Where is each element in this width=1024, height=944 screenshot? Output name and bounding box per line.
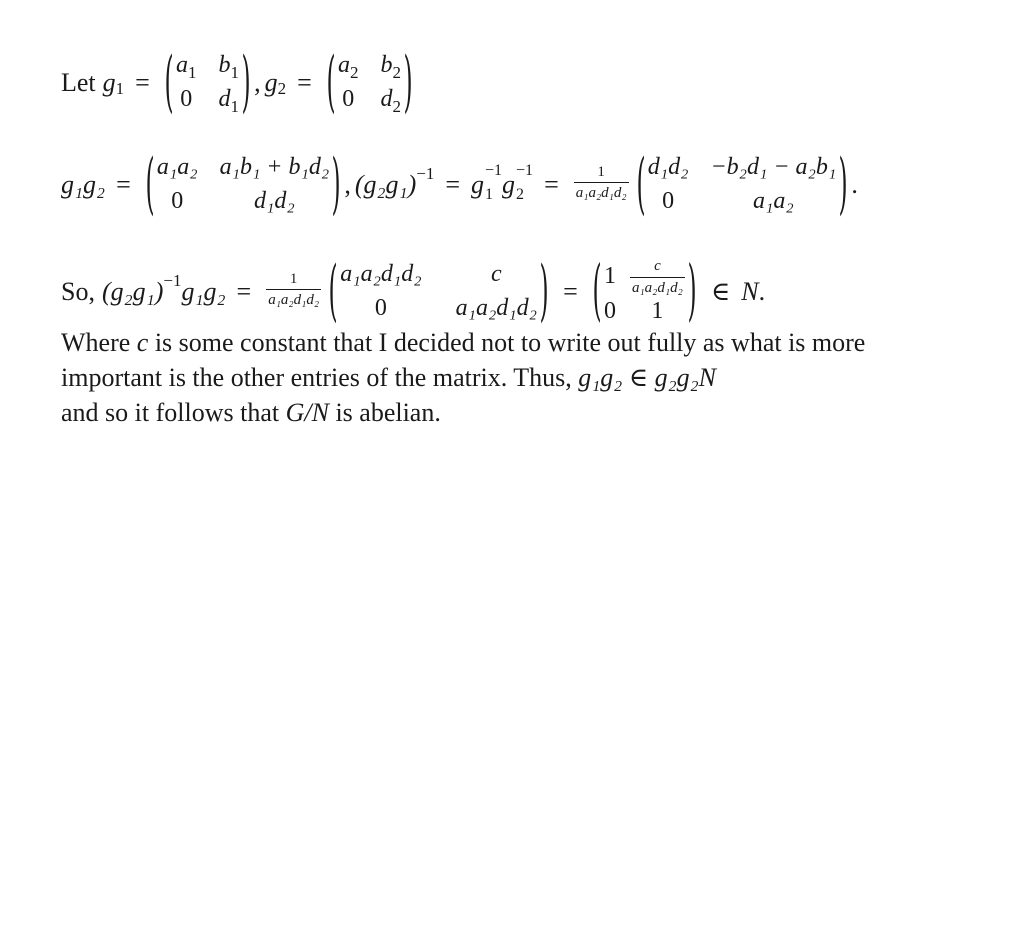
matrix-cell: 0: [342, 85, 355, 112]
matrix-g2: ( $a_2$ $b_2$ 0 $d_2$ ): [326, 44, 413, 121]
inverse-matrix: ( d₁d₂ −b₂d₁ − a₂b₁ 0 a₁a₂ ): [636, 146, 848, 223]
comma: ,: [344, 169, 351, 199]
paragraph-text: is some constant that I decided not to write out fully as what is more important is the other entries of the matrix. Thus,: [61, 328, 866, 392]
matrix-cell: 0: [603, 298, 616, 324]
product-expression: g₁g₂: [578, 363, 623, 392]
period: .: [758, 276, 766, 306]
matrix-cell: a₁b₁ + b₁d₂: [219, 154, 330, 180]
matrix-cell: a₁a₂d₁d₂: [340, 261, 422, 288]
g1-symbol: g: [102, 67, 116, 97]
commutator-exponent: −1: [163, 271, 182, 291]
coset-expression: g₂g₂N: [654, 363, 716, 392]
matrix-cell: $d_2$: [380, 85, 401, 116]
definition-line: [61, 44, 416, 121]
constant-c: c: [136, 328, 149, 357]
matrix-cell: d₁d₂: [254, 187, 295, 214]
matrix-cell: 0: [180, 85, 193, 112]
element-of-sign: ∈: [628, 363, 649, 392]
matrix-cell: d₁d₂: [647, 154, 689, 180]
inverse-exponent: −1: [416, 164, 435, 184]
matrix-cell: $a_2$: [337, 52, 359, 82]
element-of-sign: ∈: [710, 276, 731, 306]
scalar-fraction: $\frac{1}{\text{a₁a₂d₁d₂}}$: [575, 163, 627, 202]
period: .: [851, 169, 858, 199]
matrix-cell: c: [490, 261, 502, 288]
matrix-cell: 0: [171, 187, 184, 214]
g2-inverse: g: [502, 169, 516, 199]
equals-sign: =: [297, 67, 312, 97]
matrix-cell: a₁a₂d₁d₂: [455, 294, 537, 321]
where-word: Where: [61, 328, 131, 357]
product-lhs: g₁g₂: [61, 169, 106, 199]
inverse-lhs: (g₂g₁): [354, 169, 417, 199]
matrix-cell: $b_1$: [218, 52, 239, 82]
matrix-g1: ( $a_1$ $b_1$ 0 $d_1$ ): [164, 44, 251, 121]
commutator-tail: g₁g₂: [181, 276, 226, 306]
matrix-cell: $\frac{c}{\text{a₁a₂d₁d₂}}$: [631, 258, 683, 296]
let-word: Let: [61, 67, 96, 97]
matrix-cell: 1: [651, 298, 664, 324]
paragraph-text: is abelian.: [335, 398, 441, 427]
matrix-cell: 0: [662, 187, 675, 214]
matrix-cell: $b_2$: [380, 52, 401, 82]
commutator-lhs: (g₂g₁): [101, 276, 164, 306]
comma: ,: [254, 67, 261, 97]
quotient-group: G/N: [285, 398, 329, 427]
product-matrix: ( a₁a₂ a₁b₁ + b₁d₂ 0 d₁d₂ ): [145, 146, 341, 223]
conclusion-paragraph: [61, 325, 941, 430]
g1-inverse: g: [471, 169, 484, 199]
g2-symbol: g: [264, 67, 278, 97]
matrix-cell: a₁a₂: [156, 154, 198, 180]
paragraph-text: and so it follows that: [61, 398, 280, 427]
g1-subscript: 1: [115, 79, 125, 99]
so-word: So,: [61, 276, 95, 306]
commutator-matrix: ( a₁a₂d₁d₂ c 0 a₁a₂d₁d₂ ): [328, 253, 549, 331]
matrix-cell: a₁a₂: [752, 187, 794, 214]
equals-sign: =: [135, 67, 150, 97]
product-line: g₁g₂ = ( a₁a₂ a₁b₁ + b₁d₂ 0 d₁d₂ ) , (g₂g₁) −1 = g −1 1 g −1 2 = $\frac{1}{\text{a₁a₂d₁d₂}}$ ( d₁d₂ −b₂d₁ − a₂b₁ 0 a₁a₂ ) .: [61, 146, 858, 223]
scalar-fraction: $\frac{1}{\text{a₁a₂d₁d₂}}$: [268, 270, 320, 309]
unipotent-matrix: ( 1 $\frac{c}{\text{a₁a₂d₁d₂}}$ 0 1 ): [592, 253, 697, 331]
g2-subscript: 2: [277, 79, 287, 99]
matrix-cell: $a_1$: [175, 52, 197, 82]
commutator-line: So, (g₂g₁) −1 g₁g₂ = $\frac{1}{\text{a₁a₂d₁d₂}}$ ( a₁a₂d₁d₂ c 0 a₁a₂d₁d₂ ) = ( 1 $\frac{c}{\text{a₁a₂d₁d₂}}$ 0 1 ) ∈ N .: [61, 253, 766, 331]
matrix-cell: −b₂d₁ − a₂b₁: [710, 154, 837, 180]
matrix-cell: 0: [374, 294, 387, 321]
matrix-cell: 1: [603, 263, 616, 290]
subgroup-n: N: [741, 276, 759, 306]
matrix-cell: $d_1$: [218, 85, 239, 116]
